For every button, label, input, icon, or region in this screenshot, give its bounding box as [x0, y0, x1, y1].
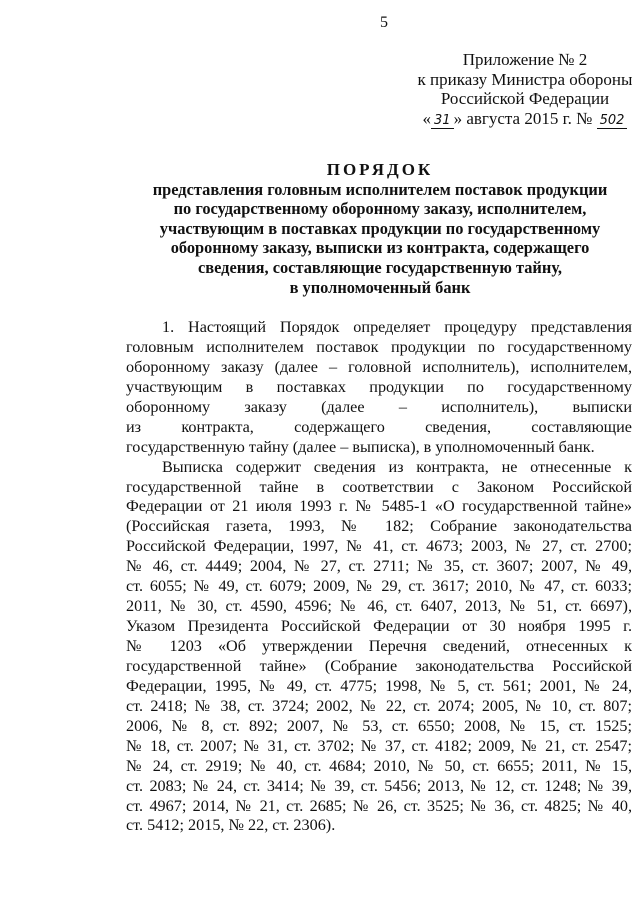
text-line: ст. 6055; № 49, ст. 6079; 2009, № 29, ст. 3617; 2010, № 47, ст. 6033;	[126, 577, 632, 596]
text-line: Федерации от 21 июля 1993 г. № 5485-1 «О государственной тайне»	[126, 497, 632, 516]
text-line: ст. 5412; 2015, № 22, ст. 2306).	[126, 816, 336, 835]
page-number: 5	[380, 14, 388, 31]
text-line: № 18, ст. 2007; № 31, ст. 3702; № 37, ст. 4182; 2009, № 21, ст. 2547;	[126, 736, 632, 755]
handwritten-order-number: 502	[597, 113, 628, 129]
annex-header	[400, 50, 640, 130]
handwritten-day: 31	[431, 113, 454, 129]
document-body	[126, 318, 632, 836]
annex-line: Российской Федерации	[440, 89, 610, 108]
annex-date-line	[400, 109, 640, 131]
title-line: в уполномоченный банк	[289, 277, 471, 297]
title-line: участвующим в поставках продукции по государственному	[159, 218, 601, 238]
title-line: по государственному оборонному заказу, исполнителем,	[173, 199, 587, 219]
text-line: ст. 2083; № 24, ст. 3414; № 39, ст. 5456; 2013, № 12, ст. 1248; № 39,	[126, 776, 632, 795]
title-line: представления головным исполнителем поставок продукции	[152, 179, 608, 199]
document-title	[120, 160, 640, 297]
text-line: государственную тайну (далее – выписка), в уполномоченный банк.	[126, 437, 595, 456]
text-line: (Российская газета, 1993, № 182; Собрание законодательства	[126, 517, 632, 536]
annex-line: к приказу Министра обороны	[417, 69, 633, 89]
title-subtitle	[120, 180, 640, 298]
title-main: ПОРЯДОК	[326, 160, 434, 179]
text-line: Указом Президента Российской Федерации от 30 ноября 1995 г.	[126, 617, 632, 636]
text-line: № 24, ст. 2919; № 40, ст. 4684; 2010, № 50, ст. 6655; 2011, № 15,	[126, 756, 632, 775]
text-line: Федерации, 1995, № 49, ст. 4775; 1998, № 5, ст. 561; 2001, № 24,	[126, 676, 632, 695]
text-line: ст. 2418; № 38, ст. 3724; 2002, № 22, ст. 2074; 2005, № 10, ст. 807;	[126, 696, 632, 715]
text-line: 2011, № 30, ст. 4590, 4596; № 46, ст. 6407, 2013, № 51, ст. 6697),	[126, 597, 632, 616]
text-line: Выписка содержит сведения из контракта, не отнесенные к	[162, 457, 632, 476]
text-line: оборонному заказу (далее – головной исполнитель), исполнителем,	[126, 357, 632, 376]
text-line: ст. 4967; 2014, № 21, ст. 2685; № 26, ст. 3525; № 36, ст. 4825; № 40,	[126, 796, 632, 815]
paragraph-2	[126, 458, 632, 837]
text-line: головным исполнителем поставок продукции по государственному	[126, 337, 632, 356]
paragraph-1	[126, 318, 632, 458]
text-line: из контракта, содержащего сведения, составляющие	[126, 417, 632, 436]
title-line: сведения, составляющие государственную тайну,	[198, 257, 562, 277]
text-line: государственной тайне в соответствии с Законом Российской	[126, 477, 632, 496]
text-line: 2006, № 8, ст. 892; 2007, № 53, ст. 6550; 2008, № 15, ст. 1525;	[126, 716, 632, 735]
text-line: № 1203 «Об утверждении Перечня сведений, отнесенных к	[126, 637, 632, 655]
open-quote: «	[422, 108, 432, 128]
text-line: оборонному заказу (далее – исполнитель), выписки	[126, 397, 632, 416]
title-line: оборонному заказу, выписки из контракта, содержащего	[170, 238, 590, 258]
text-line: 1. Настоящий Порядок определяет процедуру представления	[162, 318, 632, 336]
text-line: № 46, ст. 4449; 2004, № 27, ст. 2711; № 35, ст. 3607; 2007, № 49,	[126, 557, 632, 576]
annex-line: Приложение № 2	[462, 50, 588, 69]
text-line: Российской Федерации, 1997, № 41, ст. 4673; 2003, № 27, ст. 2700;	[126, 537, 632, 556]
text-line: государственной тайне» (Собрание законодательства Российской	[126, 656, 632, 675]
text-line: участвующим в поставках продукции по государственному	[126, 377, 632, 396]
date-text: » августа 2015 г. №	[453, 108, 593, 128]
